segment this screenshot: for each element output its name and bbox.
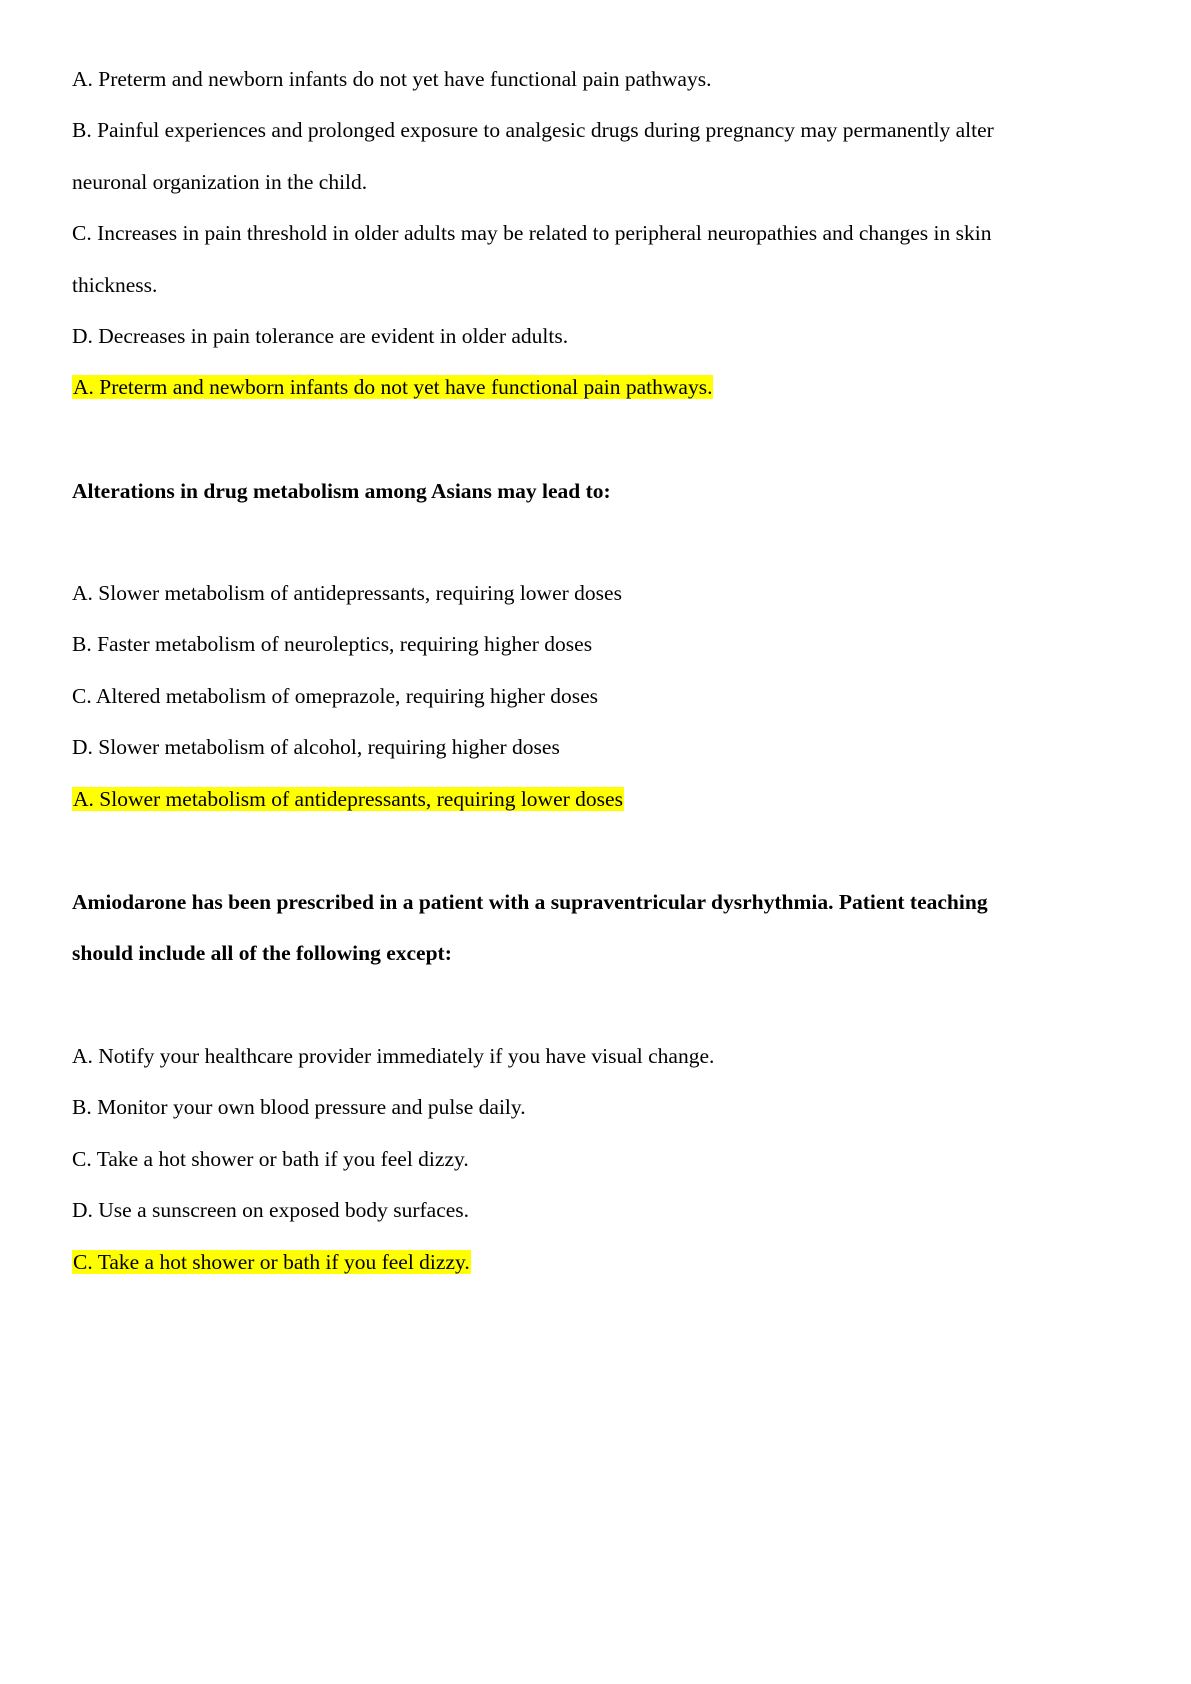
q3-option-d: D. Use a sunscreen on exposed body surfaces. (72, 1198, 470, 1222)
q3-question-line1: Amiodarone has been prescribed in a patient with a supraventricular dysrhythmia. Patient teaching (72, 890, 988, 914)
q2-option-a: A. Slower metabolism of antidepressants, requiring lower doses (72, 581, 622, 605)
q1-option-d: D. Decreases in pain tolerance are evident in older adults. (72, 324, 569, 348)
q1-option-a: A. Preterm and newborn infants do not yet have functional pain pathways. (72, 67, 712, 91)
q3-option-b: B. Monitor your own blood pressure and pulse daily. (72, 1095, 526, 1119)
q3-answer (72, 1248, 471, 1276)
q2-option-d: D. Slower metabolism of alcohol, requiring higher doses (72, 735, 560, 759)
q2-option-b: B. Faster metabolism of neuroleptics, requiring higher doses (72, 632, 593, 656)
q1-option-c-line1: C. Increases in pain threshold in older adults may be related to peripheral neuropathies and changes in skin (72, 221, 992, 245)
q3-answer-highlight: C. Take a hot shower or bath if you feel dizzy. (73, 1250, 470, 1274)
q1-answer-highlight: A. Preterm and newborn infants do not yet have functional pain pathways. (73, 375, 713, 399)
q2-answer-highlight: A. Slower metabolism of antidepressants, requiring lower doses (73, 787, 623, 811)
q3-option-c: C. Take a hot shower or bath if you feel dizzy. (72, 1147, 469, 1171)
q2-question: Alterations in drug metabolism among Asians may lead to: (72, 479, 611, 503)
q1-option-b-line2: neuronal organization in the child. (72, 170, 368, 194)
q1-option-c-line2: thickness. (72, 273, 158, 297)
q2-answer (72, 785, 624, 813)
q1-answer (72, 373, 713, 401)
q1-option-b-line1: B. Painful experiences and prolonged exposure to analgesic drugs during pregnancy may permanently alter (72, 118, 994, 142)
q2-option-c: C. Altered metabolism of omeprazole, requiring higher doses (72, 684, 599, 708)
q3-question-line2: should include all of the following except: (72, 941, 452, 965)
q3-option-a: A. Notify your healthcare provider immediately if you have visual change. (72, 1044, 715, 1068)
